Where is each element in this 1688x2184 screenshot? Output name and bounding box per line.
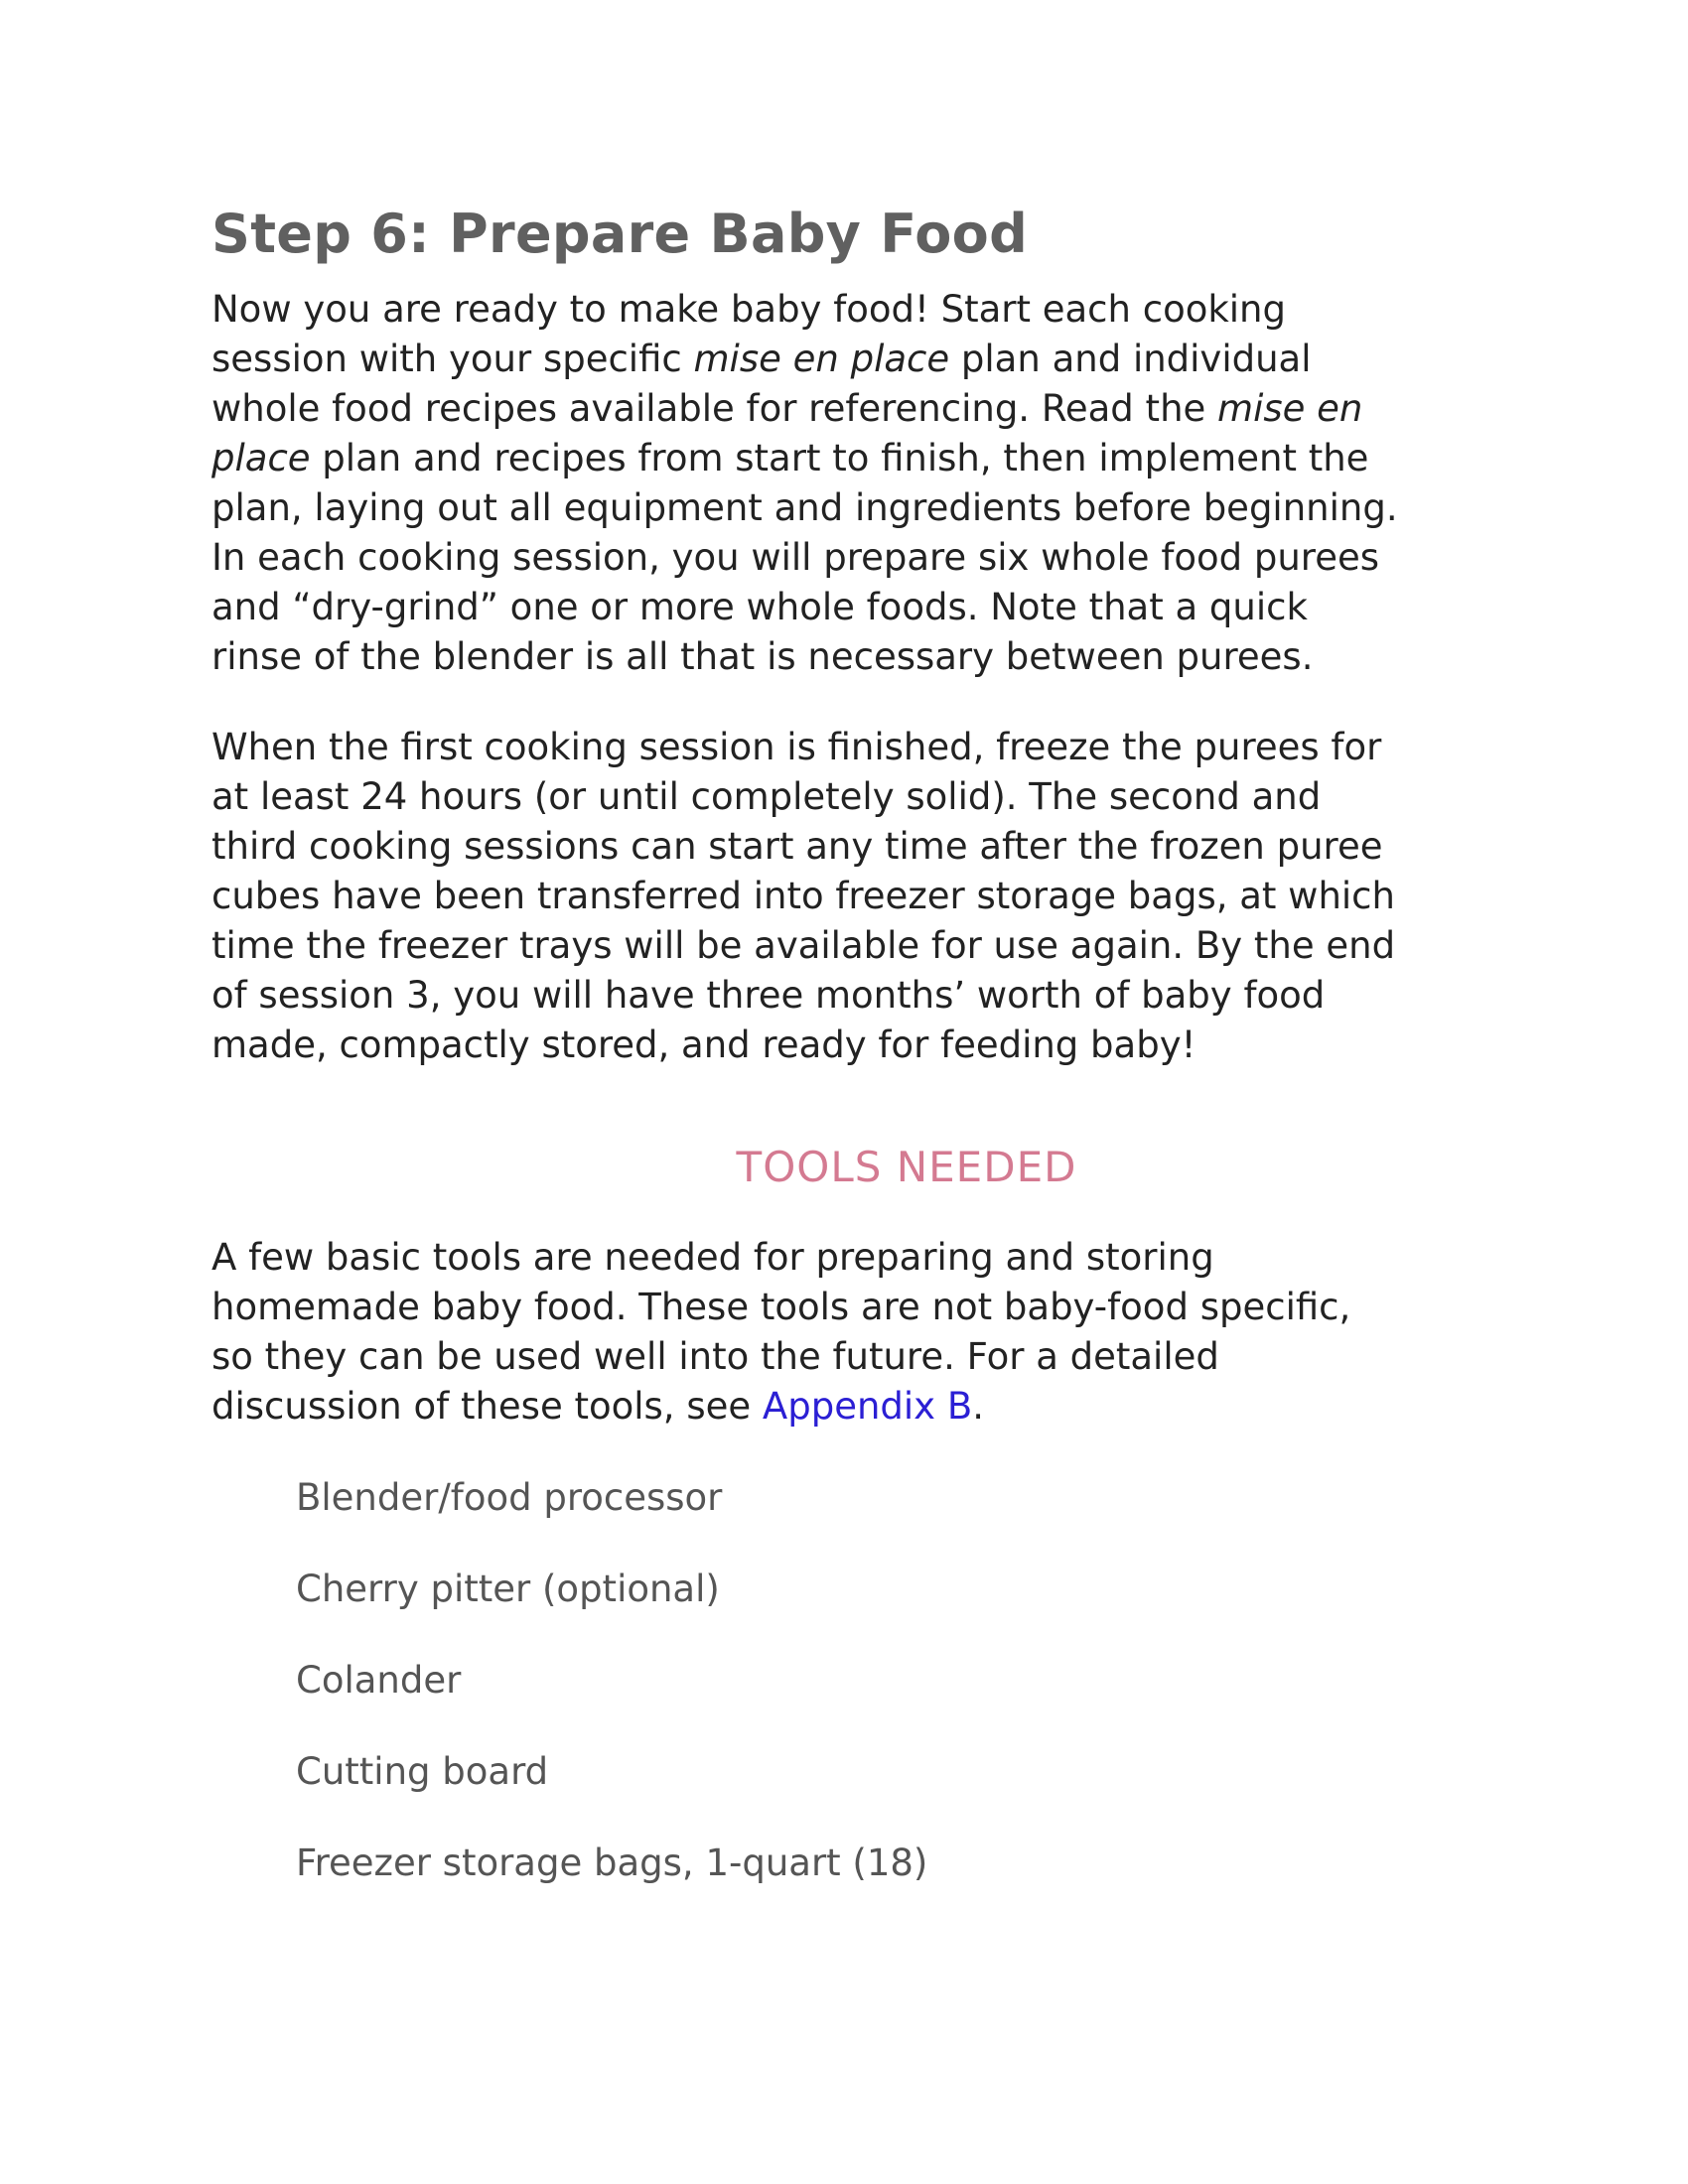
tools-intro-paragraph bbox=[211, 1233, 1492, 1432]
freezing-line: at least 24 hours (or until completely solid). The second and bbox=[211, 775, 1322, 818]
freezing-line: When the first cooking session is finished, freeze the purees for bbox=[211, 726, 1382, 768]
tools-intro-line: homemade baby food. These tools are not baby-food specific, bbox=[211, 1286, 1351, 1328]
appendix-b-link[interactable]: Appendix B bbox=[762, 1385, 973, 1428]
freezing-line: third cooking sessions can start any time after the frozen puree bbox=[211, 825, 1383, 868]
list-item: Colander bbox=[296, 1659, 462, 1702]
freezing-line: time the freezer trays will be available for use again. By the end bbox=[211, 924, 1396, 967]
intro-line: whole food recipes available for referencing. Read the mise en bbox=[211, 387, 1363, 430]
page-title: Step 6: Prepare Baby Food bbox=[211, 203, 1029, 265]
tools-intro-line: so they can be used well into the future. For a detailed bbox=[211, 1335, 1219, 1378]
intro-line: session with your specific mise en place plan and individual bbox=[211, 338, 1312, 380]
intro-line: plan, laying out all equipment and ingredients before beginning. bbox=[211, 486, 1398, 529]
tools-intro-line: discussion of these tools, see Appendix B. bbox=[211, 1385, 984, 1428]
italic-term: place bbox=[211, 437, 311, 479]
list-item: Cutting board bbox=[296, 1750, 549, 1793]
freezing-line: cubes have been transferred into freezer storage bags, at which bbox=[211, 875, 1395, 917]
italic-term: mise en bbox=[1217, 387, 1363, 430]
intro-paragraph bbox=[211, 285, 1492, 682]
tools-intro-line: A few basic tools are needed for preparing and storing bbox=[211, 1236, 1214, 1279]
intro-line: rinse of the blender is all that is necessary between purees. bbox=[211, 635, 1314, 678]
freezing-line: made, compactly stored, and ready for feeding baby! bbox=[211, 1024, 1196, 1066]
intro-line: Now you are ready to make baby food! Start each cooking bbox=[211, 288, 1286, 331]
intro-line: place plan and recipes from start to finish, then implement the bbox=[211, 437, 1369, 479]
tools-list bbox=[296, 1473, 1492, 1888]
section-title-tools-needed: TOOLS NEEDED bbox=[736, 1143, 1077, 1191]
list-item: Blender/food processor bbox=[296, 1476, 723, 1519]
italic-term: mise en place bbox=[693, 338, 950, 380]
freezing-paragraph bbox=[211, 723, 1492, 1070]
document-page bbox=[211, 197, 1492, 1930]
intro-line: In each cooking session, you will prepare six whole food purees bbox=[211, 536, 1380, 579]
intro-line: and “dry-grind” one or more whole foods. Note that a quick bbox=[211, 586, 1308, 628]
list-item: Freezer storage bags, 1-quart (18) bbox=[296, 1842, 928, 1884]
list-item: Cherry pitter (optional) bbox=[296, 1568, 720, 1610]
freezing-line: of session 3, you will have three months’ worth of baby food bbox=[211, 974, 1326, 1017]
